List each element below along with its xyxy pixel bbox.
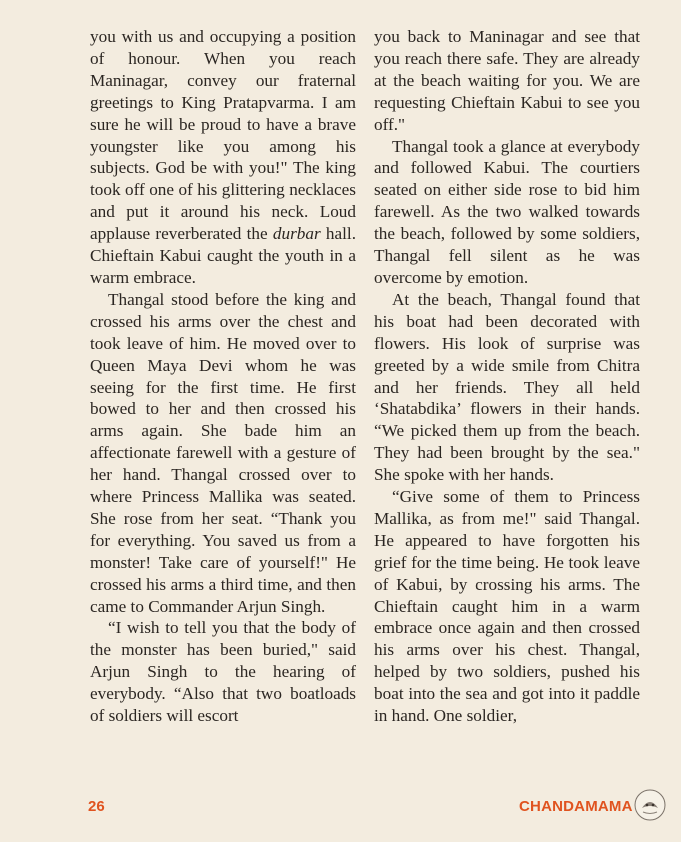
right-paragraph-3: At the beach, Thangal found that his boat had been decorated with flowers. His look of surprise was greeted by a wide smile from Chitra and her friends. They all held ‘Shatabdika’ flowers in their hands. “We picked them up from the beach. They had been brought by the sea." She spoke with her hands. (374, 289, 640, 485)
right-column (374, 26, 640, 727)
durbar-italic: durbar (272, 224, 321, 244)
left-column (90, 26, 356, 727)
left-paragraph-3: “I wish to tell you that the body of the monster has been buried," said Arjun Singh to the hearing of everybody. “Also that two boatloads of soldiers will escort (90, 618, 356, 726)
right-paragraph-1: you back to Maninagar and see that you reach there safe. They are already at the beach waiting for you. We are requesting Chieftain Kabui to see you off." (374, 27, 640, 134)
magazine-name: CHANDAMAMA (519, 798, 633, 815)
right-paragraph-2: Thangal took a glance at everybody and followed Kabui. The courtiers seated on either side rose to bid him farewell. As the two walked towards the beach, followed by some soldiers, Thangal fell silent as he was overcome by emotion. (374, 136, 640, 287)
left-paragraph-1: you with us and occupying a position of honour. When you reach Maninagar, convey our fraternal greetings to King Pratapvarma. I am sure he will be proud to have a brave youngster like you among his subjects. God be with you!" The king took off one of his glittering necklaces and put it around his neck. Loud applause reverberated the durbar hall. Chieftain Kabui caught the youth in a warm embrace. (90, 27, 356, 287)
right-paragraph-4: “Give some of them to Princess Mallika, as from me!" said Thangal. He appeared to have forgotten his grief for the time being. He took leave of Kabui, by crossing his arms. The Chieftain caught him in a warm embrace once again and then crossed his arms over his chest. Thangal, helped by two soldiers, pushed his boat into the sea and got into it paddle in hand. One soldier, (374, 487, 640, 726)
page-number: 26 (88, 798, 105, 815)
chandamama-logo-icon (633, 788, 667, 822)
left-paragraph-2: Thangal stood before the king and crossed his arms over the chest and took leave of him. He moved over to Queen Maya Devi whom he was seeing for the first time. He first bowed to her and then crossed his arms again. She bade him an affectionate farewell with a gesture of her hand. Thangal crossed over to where Princess Mallika was seated. She rose from her seat. “Thank you for everything. You saved us from a monster! Take care of yourself!" He crossed his arms a third time, and then came to Commander Arjun Singh. (90, 289, 356, 616)
